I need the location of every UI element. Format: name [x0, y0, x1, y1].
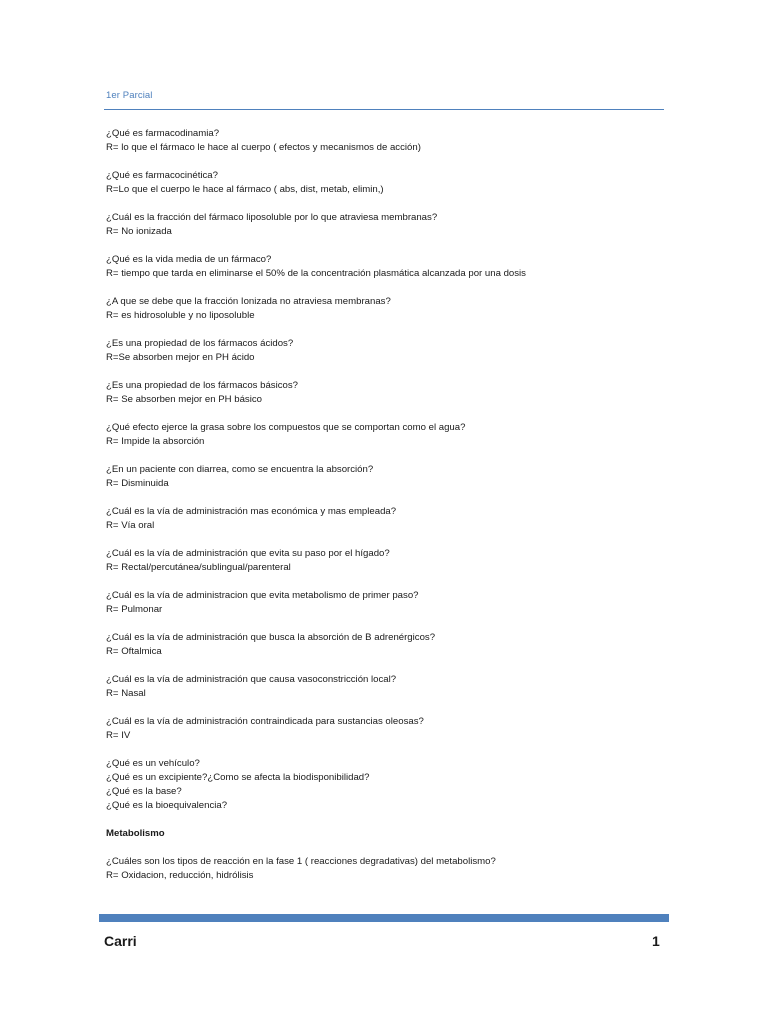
- question-text: ¿Cuáles son los tipos de reacción en la fase 1 ( reacciones degradativas) del metabolismo?: [106, 856, 496, 867]
- answer-text: R=Se absorben mejor en PH ácido: [106, 352, 255, 363]
- answer-text: R= IV: [106, 730, 131, 741]
- answer-text: R= No ionizada: [106, 226, 172, 237]
- qa-item: [106, 337, 666, 365]
- question-text: ¿Qué es farmacodinamia?: [106, 128, 220, 139]
- question-text: ¿Cuál es la fracción del fármaco liposoluble por lo que atraviesa membranas?: [106, 212, 438, 223]
- answer-text: R= tiempo que tarda en eliminarse el 50% de la concentración plasmática alcanzada por una dosis: [106, 268, 526, 279]
- question-text: ¿Qué es la base?: [106, 786, 182, 797]
- question-text: ¿Qué es la vida media de un fármaco?: [106, 254, 272, 265]
- footer-author: Carri: [104, 933, 137, 949]
- qa-item: [106, 127, 666, 155]
- footer-divider: [99, 914, 669, 922]
- qa-item: [106, 253, 666, 281]
- answer-text: R= es hidrosoluble y no liposoluble: [106, 310, 255, 321]
- page-number: 1: [652, 933, 660, 949]
- qa-item: [106, 547, 666, 575]
- qa-list: [106, 127, 666, 813]
- document-body: [106, 127, 666, 897]
- qa-item: [106, 715, 666, 743]
- answer-text: R= Rectal/percutánea/sublingual/parenteral: [106, 562, 291, 573]
- answer-text: R= Disminuida: [106, 478, 169, 489]
- question-text: ¿Cuál es la vía de administracion que evita metabolismo de primer paso?: [106, 590, 419, 601]
- answer-text: R=Lo que el cuerpo le hace al fármaco ( abs, dist, metab, elimin,): [106, 184, 384, 195]
- question-text: ¿Es una propiedad de los fármacos ácidos?: [106, 338, 294, 349]
- question-text: ¿Qué es un vehículo?: [106, 758, 200, 769]
- qa-item: [106, 757, 666, 813]
- question-text: ¿En un paciente con diarrea, como se encuentra la absorción?: [106, 464, 374, 475]
- question-text: ¿Qué es farmacocinética?: [106, 170, 218, 181]
- qa-item: [106, 631, 666, 659]
- section-heading: Metabolismo: [106, 828, 165, 839]
- answer-text: R= Pulmonar: [106, 604, 163, 615]
- answer-text: R= Oftalmica: [106, 646, 162, 657]
- question-text: ¿Cuál es la vía de administración que busca la absorción de B adrenérgicos?: [106, 632, 436, 643]
- answer-text: R= Se absorben mejor en PH básico: [106, 394, 262, 405]
- qa-list-metabolismo: [106, 855, 666, 883]
- question-text: ¿Es una propiedad de los fármacos básicos?: [106, 380, 298, 391]
- question-text: ¿Cuál es la vía de administración contraindicada para sustancias oleosas?: [106, 716, 424, 727]
- answer-text: R= Impide la absorción: [106, 436, 205, 447]
- qa-item: [106, 169, 666, 197]
- header-title: 1er Parcial: [106, 90, 153, 101]
- question-text: ¿Cuál es la vía de administración que evita su paso por el hígado?: [106, 548, 390, 559]
- question-text: ¿A que se debe que la fracción Ionizada no atraviesa membranas?: [106, 296, 391, 307]
- question-text: ¿Qué efecto ejerce la grasa sobre los compuestos que se comportan como el agua?: [106, 422, 466, 433]
- qa-item: [106, 295, 666, 323]
- question-text: ¿Cuál es la vía de administración que causa vasoconstricción local?: [106, 674, 397, 685]
- answer-text: R= lo que el fármaco le hace al cuerpo ( efectos y mecanismos de acción): [106, 142, 421, 153]
- qa-item: [106, 855, 666, 883]
- qa-item: [106, 673, 666, 701]
- answer-text: R= Oxidacion, reducción, hidrólisis: [106, 870, 254, 881]
- qa-item: [106, 379, 666, 407]
- answer-text: R= Nasal: [106, 688, 146, 699]
- header-divider: [104, 109, 664, 110]
- question-text: ¿Cuál es la vía de administración mas económica y mas empleada?: [106, 506, 397, 517]
- question-text: ¿Qué es la bioequivalencia?: [106, 800, 228, 811]
- qa-item: [106, 421, 666, 449]
- qa-item: [106, 505, 666, 533]
- qa-item: [106, 211, 666, 239]
- question-text: ¿Qué es un excipiente?¿Como se afecta la biodisponibilidad?: [106, 772, 370, 783]
- qa-item: [106, 589, 666, 617]
- answer-text: R= Vía oral: [106, 520, 155, 531]
- qa-item: [106, 463, 666, 491]
